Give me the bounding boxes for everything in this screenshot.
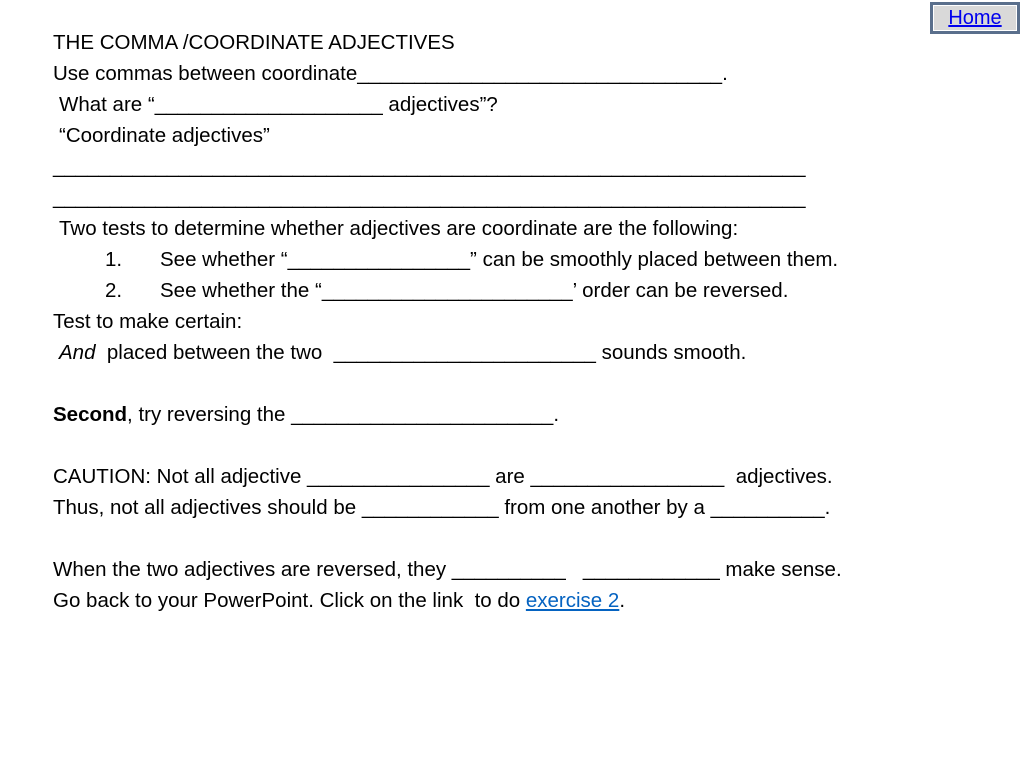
text-span: placed between the two _______________________ sounds smooth.: [95, 341, 747, 364]
italic-word: And: [59, 341, 96, 364]
home-link[interactable]: Home: [948, 6, 1002, 29]
text-line: When the two adjectives are reversed, they __________ ____________ make sense.: [53, 558, 842, 581]
blank-rule: __________________________________________________________________: [53, 186, 806, 209]
bold-word: Second: [53, 403, 128, 426]
text-line: [53, 585, 1013, 616]
text-line: Test to make certain:: [53, 310, 243, 333]
blank-line: [53, 430, 1013, 461]
list-text: See whether the “______________________’ order can be reversed.: [160, 279, 789, 302]
text-line: Thus, not all adjectives should be ____________ from one another by a __________.: [53, 496, 831, 519]
text-line: What are “____________________ adjectives”?: [59, 93, 498, 116]
text-line: [53, 337, 1013, 368]
exercise-2-link[interactable]: exercise 2: [525, 589, 620, 612]
slide-title: THE COMMA /COORDINATE ADJECTIVES: [53, 31, 455, 54]
text-line: Two tests to determine whether adjectives are coordinate are the following:: [59, 217, 739, 240]
blank-line: [53, 523, 1013, 554]
text-span: .: [619, 589, 626, 612]
text-line: CAUTION: Not all adjective ________________ are _________________ adjectives.: [53, 465, 833, 488]
text-line: [53, 399, 1013, 430]
list-text: See whether “________________” can be smoothly placed between them.: [160, 248, 839, 271]
list-number: 2.: [105, 279, 123, 302]
list-number: 1.: [105, 248, 123, 271]
text-line: “Coordinate adjectives”: [59, 124, 270, 147]
blank-line: [53, 368, 1013, 399]
list-item: [53, 275, 1013, 306]
text-span: , try reversing the _______________________.: [127, 403, 560, 426]
blank-rule: __________________________________________________________________: [53, 155, 806, 178]
text-span: Go back to your PowerPoint. Click on the link to do: [53, 589, 526, 612]
slide-content: [53, 27, 1013, 616]
list-item: [53, 244, 1013, 275]
text-line: Use commas between coordinate________________________________.: [53, 62, 728, 85]
